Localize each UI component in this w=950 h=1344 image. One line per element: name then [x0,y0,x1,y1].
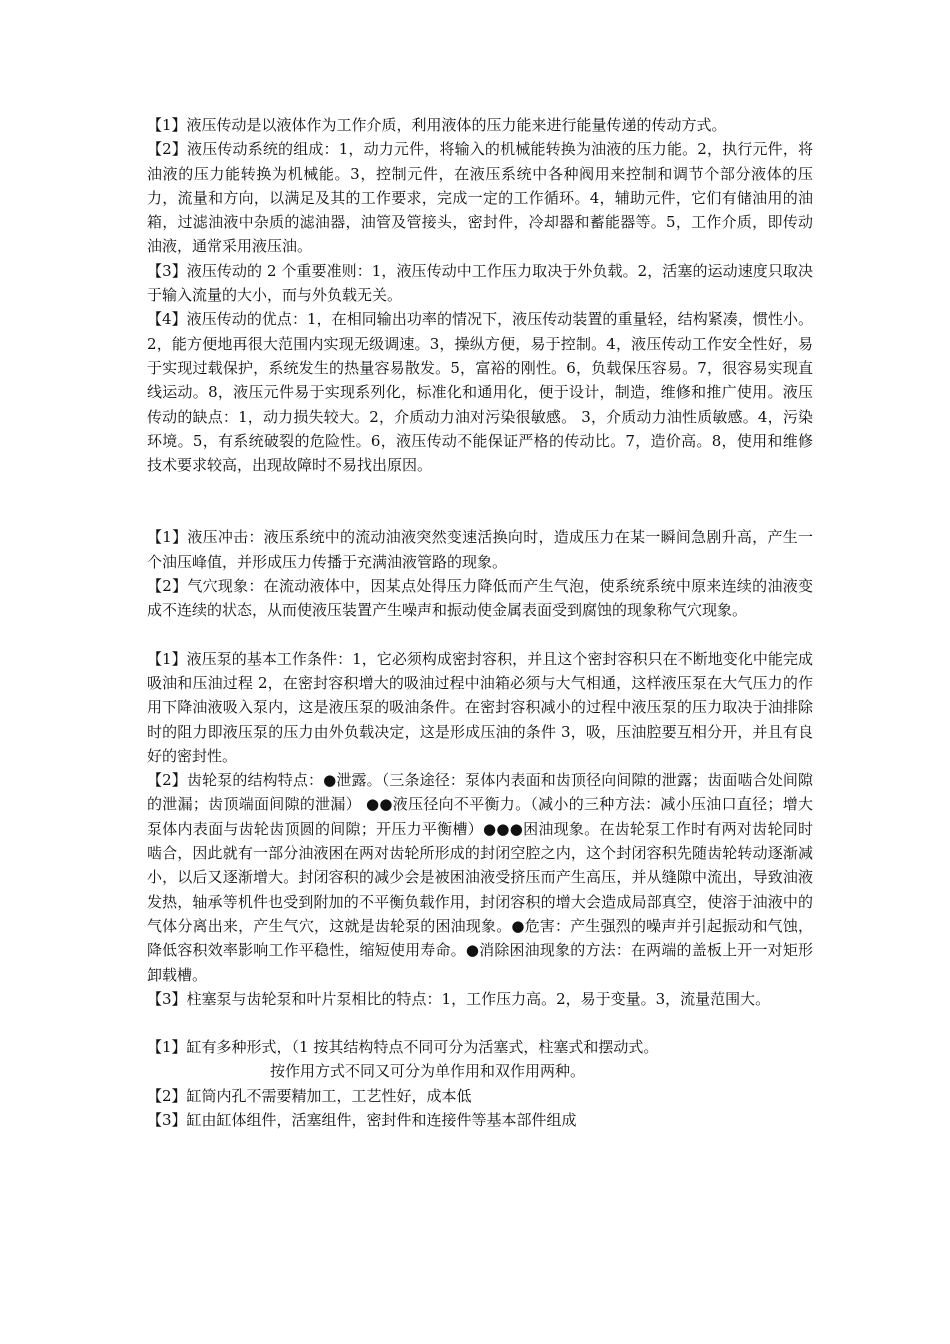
paragraph: 【2】缸筒内孔不需要精加工，工艺性好，成本低 [147,1086,472,1105]
paragraph: 【3】液压传动的 2 个重要准则：1，液压传动中工作压力取决于外负载。2，活塞的运动速度只取决于输入流量的大小，而与外负载无关。 [147,261,813,305]
section-spacer [147,623,813,647]
paragraph: 【3】缸由缸体组件，活塞组件，密封件和连接件等基本部件组成 [147,1110,577,1129]
paragraph: 【2】液压传动系统的组成：1，动力元件，将输入的机械能转换为油液的压力能。2，执行元件，将油液的压力能转换为机械能。3，控制元件，在液压系统中各种阀用来控制和调节个部分液体的压力，流量和方向，以满足及其的工作要求，完成一定的工作循环。4，辅助元件，它们有储油用的油箱，过滤油液中杂质的滤油器，油管及管接头，密封件，冷却器和蓄能器等。5，工作介质，即传动油液，通常采用液压油。 [147,140,813,256]
paragraph: 【1】缸有多种形式，（1 按其结构特点不同可分为活塞式，柱塞式和摆动式。 [147,1038,659,1057]
paragraph: 【1】液压传动是以液体作为工作介质，利用液体的压力能来进行能量传递的传动方式。 [147,116,727,134]
section-hydraulic-basics [147,113,813,477]
paragraph-continuation: 按作用方式不同又可分为单作用和双作用两种。 [270,1062,586,1081]
paragraph: 【4】液压传动的优点：1，在相同输出功率的情况下，液压传动装置的重量轻，结构紧凑，惯性小。2，能方便地再很大范围内实现无级调速。3，操纵方便，易于控制。4，液压传动工作安全性好，易于实现过载保护，系统发生的热量容易散发。5，富裕的刚性。6，负载保压容易。7，很容易实现直线运动。8，液压元件易于实现系列化，标准化和通用化，便于设计，制造，维修和推广使用。液压传动的缺点：1，动力损失较大。2，介质动力油对污染很敏感。 3，介质动力油性质敏感。4，污染环境。5，有系统破裂的危险性。6，液压传动不能保证严格的传动比。7，造价高。8，使用和维修技术要求较高，出现故障时不易找出原因。 [147,310,813,475]
section-hydraulic-cylinders [147,1035,813,1132]
section-hydraulic-phenomena [147,525,813,622]
section-spacer [147,1011,813,1035]
paragraph: 【3】柱塞泵与齿轮泵和叶片泵相比的特点：1，工作压力高。2，易于变量。3，流量范围大。 [147,989,771,1008]
paragraph: 【1】液压冲击：液压系统中的流动油液突然变速活换向时，造成压力在某一瞬间急剧升高，产生一个油压峰值，并形成压力传播于充满油液管路的现象。 [147,528,813,571]
document-body [147,113,813,1132]
paragraph: 【1】液压泵的基本工作条件：1，它必须构成密封容积，并且这个密封容积只在不断地变化中能完成吸油和压油过程 2，在密封容积增大的吸油过程中油箱必须与大气相通，这样液压泵在大气压力的作用下降油液吸入泵内，这是液压泵的吸油条件。在密封容积减小的过程中液压泵的压力取决于油排除时的阻力即液压泵的压力由外负载决定，这是形成压油的条件 3，吸，压油腔要互相分开，并且有良好的密封性。 [147,649,813,765]
paragraph: 【2】气穴现象：在流动液体中，因某点处得压力降低而产生气泡，使系统系统中原来连续的油液变成不连续的状态，从而使液压装置产生噪声和振动使金属表面受到腐蚀的现象称气穴现象。 [147,577,813,620]
section-hydraulic-pumps [147,647,813,1011]
section-spacer [147,477,813,525]
paragraph: 【2】齿轮泵的结构特点：●泄露。（三条途径：泵体内表面和齿顶径向间隙的泄露；齿面啮合处间隙的泄漏；齿顶端面间隙的泄漏） ●●液压径向不平衡力。（减小的三种方法：减小压油口直径；增大泵体内表面与齿轮齿顶圆的间隙；开压力平衡槽）●●●困油现象。在齿轮泵工作时有两对齿轮同时啮合，因此就有一部分油液困在两对齿轮所形成的封闭空腔之内，这个封闭容积先随齿轮转动逐渐减小，以后又逐渐增大。封闭容积的减少会是被困油液受挤压而产生高压，并从缝隙中流出，导致油液发热，轴承等机件也受到附加的不平衡负载作用，封闭容积的增大会造成局部真空，使溶于油液中的气体分离出来，产生气穴，这就是齿轮泵的困油现象。●危害：产生强烈的噪声并引起振动和气蚀，降低容积效率影响工作平稳性，缩短使用寿命。●消除困油现象的方法：在两端的盖板上开一对矩形卸载槽。 [147,771,813,984]
